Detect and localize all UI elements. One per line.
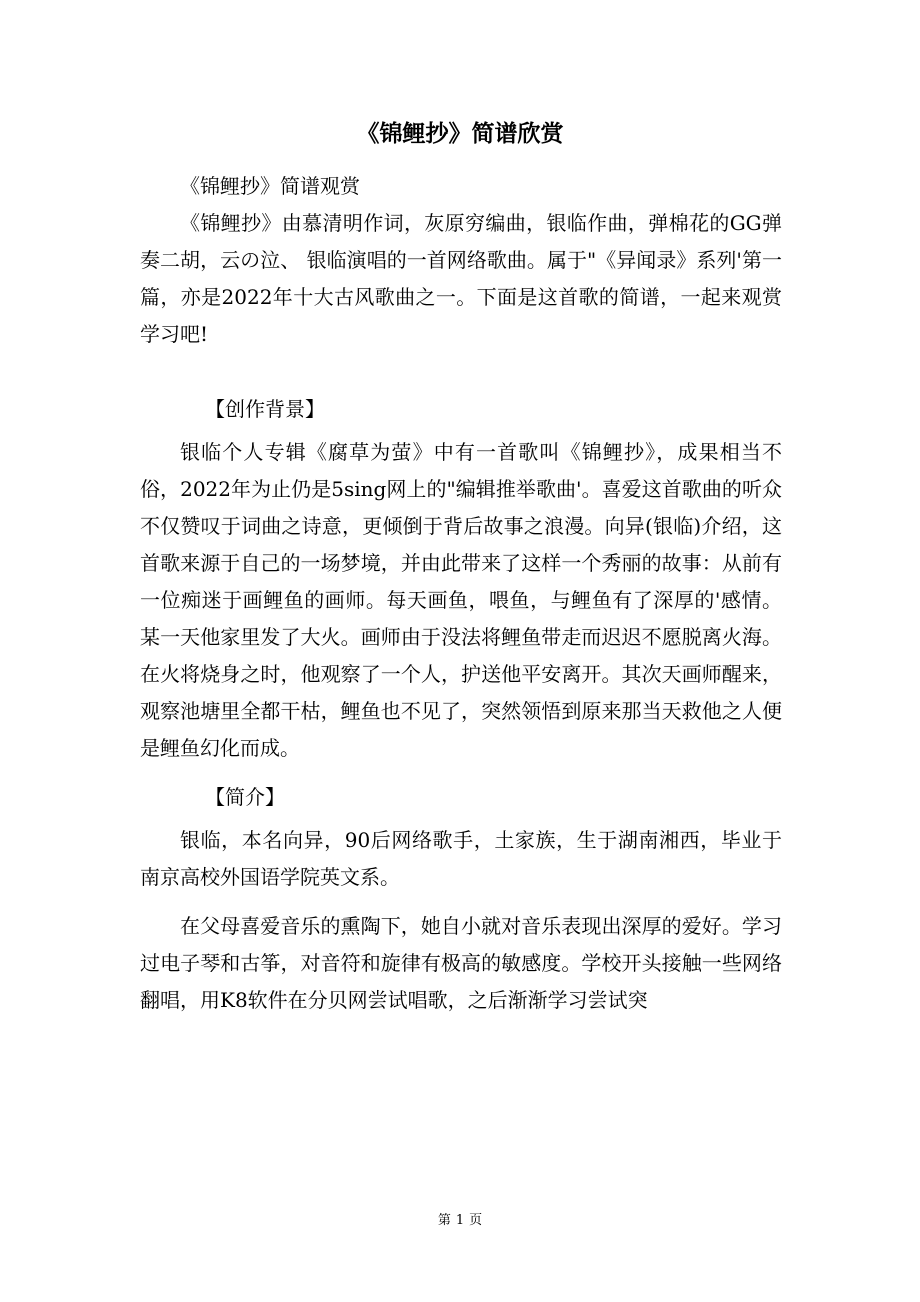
intro-heading: 【简介】 xyxy=(205,785,285,809)
bio-paragraph-1: 银临，本名向异，90后网络歌手，土家族，生于湖南湘西，毕业于南京高校外国语学院英文系。 xyxy=(140,828,782,889)
footer-prefix: 第 xyxy=(437,1213,451,1228)
subtitle-paragraph: 《锦鲤抄》简谱观赏 xyxy=(180,174,360,198)
bio-paragraph-2: 在父母喜爱音乐的熏陶下，她自小就对音乐表现出深厚的爱好。学习过电子琴和古筝，对音符和旋律有极高的敏感度。学校开头接触一些网络翻唱，用K8软件在分贝网尝试唱歌，之后渐渐学习尝试突 xyxy=(140,914,782,1012)
background-paragraph: 银临个人专辑《腐草为萤》中有一首歌叫《锦鲤抄》，成果相当不俗，2022年为止仍是5sing网上的"编辑推举歌曲'。喜爱这首歌曲的听众不仅赞叹于词曲之诗意，更倾倒于背后故事之浪漫。向异(银临)介绍，这首歌来源于自己的一场梦境，并由此带来了这样一个秀丽的故事：从前有一位痴迷于画鲤鱼的画师。每天画鱼，喂鱼，与鲤鱼有了深厚的'感情。某一天他家里发了大火。画师由于没法将鲤鱼带走而迟迟不愿脱离火海。在火将烧身之时，他观察了一个人，护送他平安离开。其次天画师醒来，观察池塘里全都干枯，鲤鱼也不见了，突然领悟到原来那当天救他之人便是鲤鱼幻化而成。 xyxy=(140,440,782,760)
footer-suffix: 页 xyxy=(469,1213,483,1228)
page-number: 1 xyxy=(455,1213,465,1228)
page-footer xyxy=(0,1212,920,1230)
background-heading: 【创作背景】 xyxy=(205,397,325,421)
document-body xyxy=(140,168,782,1019)
intro-paragraph: 《锦鲤抄》由慕清明作词，灰原穷编曲，银临作曲，弹棉花的GG弹奏二胡，云の泣、 银临演唱的一首网络歌曲。属于"《异闻录》系列'第一篇，亦是2022年十大古风歌曲之一。下面是这首歌的简谱，一起来观赏学习吧! xyxy=(140,211,782,346)
document-title: 《锦鲤抄》简谱欣赏 xyxy=(356,120,564,147)
